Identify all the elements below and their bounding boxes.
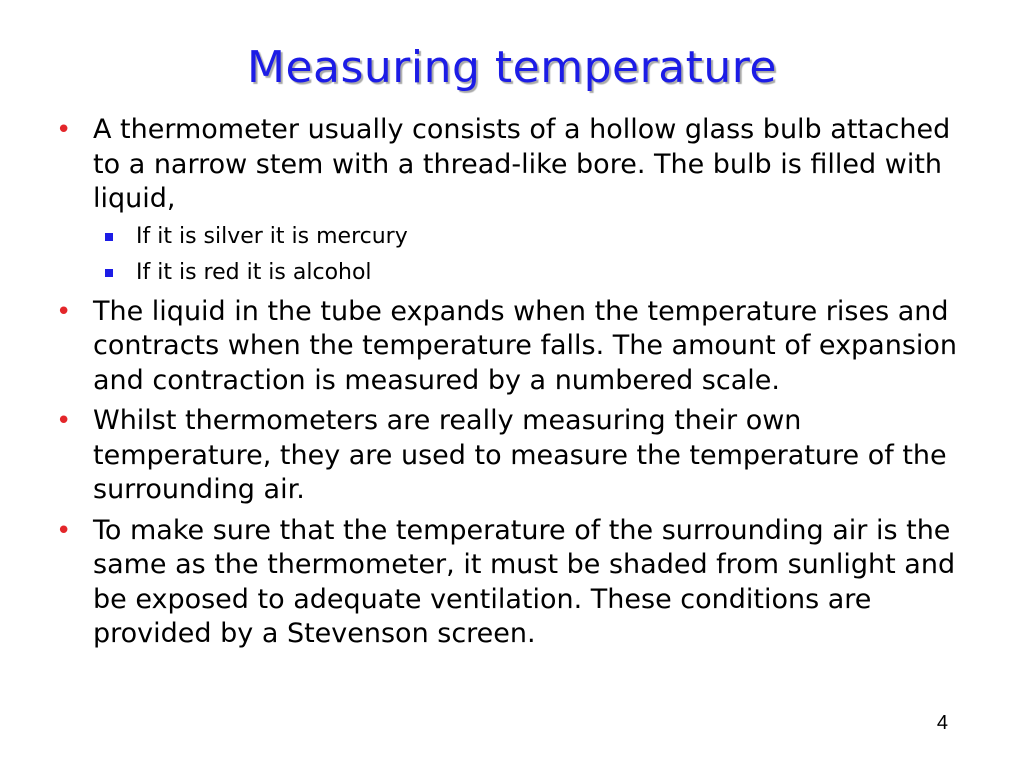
sub-bullet-item [93, 259, 976, 287]
sub-bullet-text: If it is silver it is mercury [136, 223, 408, 249]
bullet-item [56, 295, 976, 399]
sub-bullet-text: If it is red it is alcohol [136, 259, 372, 285]
slide-title: Measuring temperature [247, 42, 777, 93]
bullet-text: The liquid in the tube expands when the temperature rises and contracts when the temperature falls. The amount of expansion and contraction is measured by a numbered scale. [93, 295, 958, 396]
page-number: 4 [936, 712, 948, 734]
bullet-text: A thermometer usually consists of a hollow glass bulb attached to a narrow stem with a thread-like bore. The bulb is filled with liquid, [93, 114, 951, 214]
square-bullet-icon [105, 233, 113, 241]
bullet-dot-icon: • [56, 296, 72, 327]
bullet-dot-icon: • [56, 515, 72, 546]
bullet-item [56, 514, 976, 652]
square-bullet-icon [105, 269, 113, 277]
bullet-text: Whilst thermometers are really measuring their own temperature, they are used to measure the temperature of the surrounding air. [93, 405, 947, 505]
bullet-dot-icon: • [56, 115, 72, 145]
bullet-text: To make sure that the temperature of the surrounding air is the same as the thermometer, it must be shaded from sunlight and be exposed to adequate ventilation. These conditions are provided by a Stevenson screen. [93, 514, 956, 649]
bullet-item [56, 113, 976, 287]
sub-bullet-item [93, 223, 976, 251]
sub-bullet-list [93, 223, 976, 287]
bullet-list [56, 113, 976, 658]
bullet-item [56, 404, 976, 508]
bullet-dot-icon: • [56, 406, 72, 436]
